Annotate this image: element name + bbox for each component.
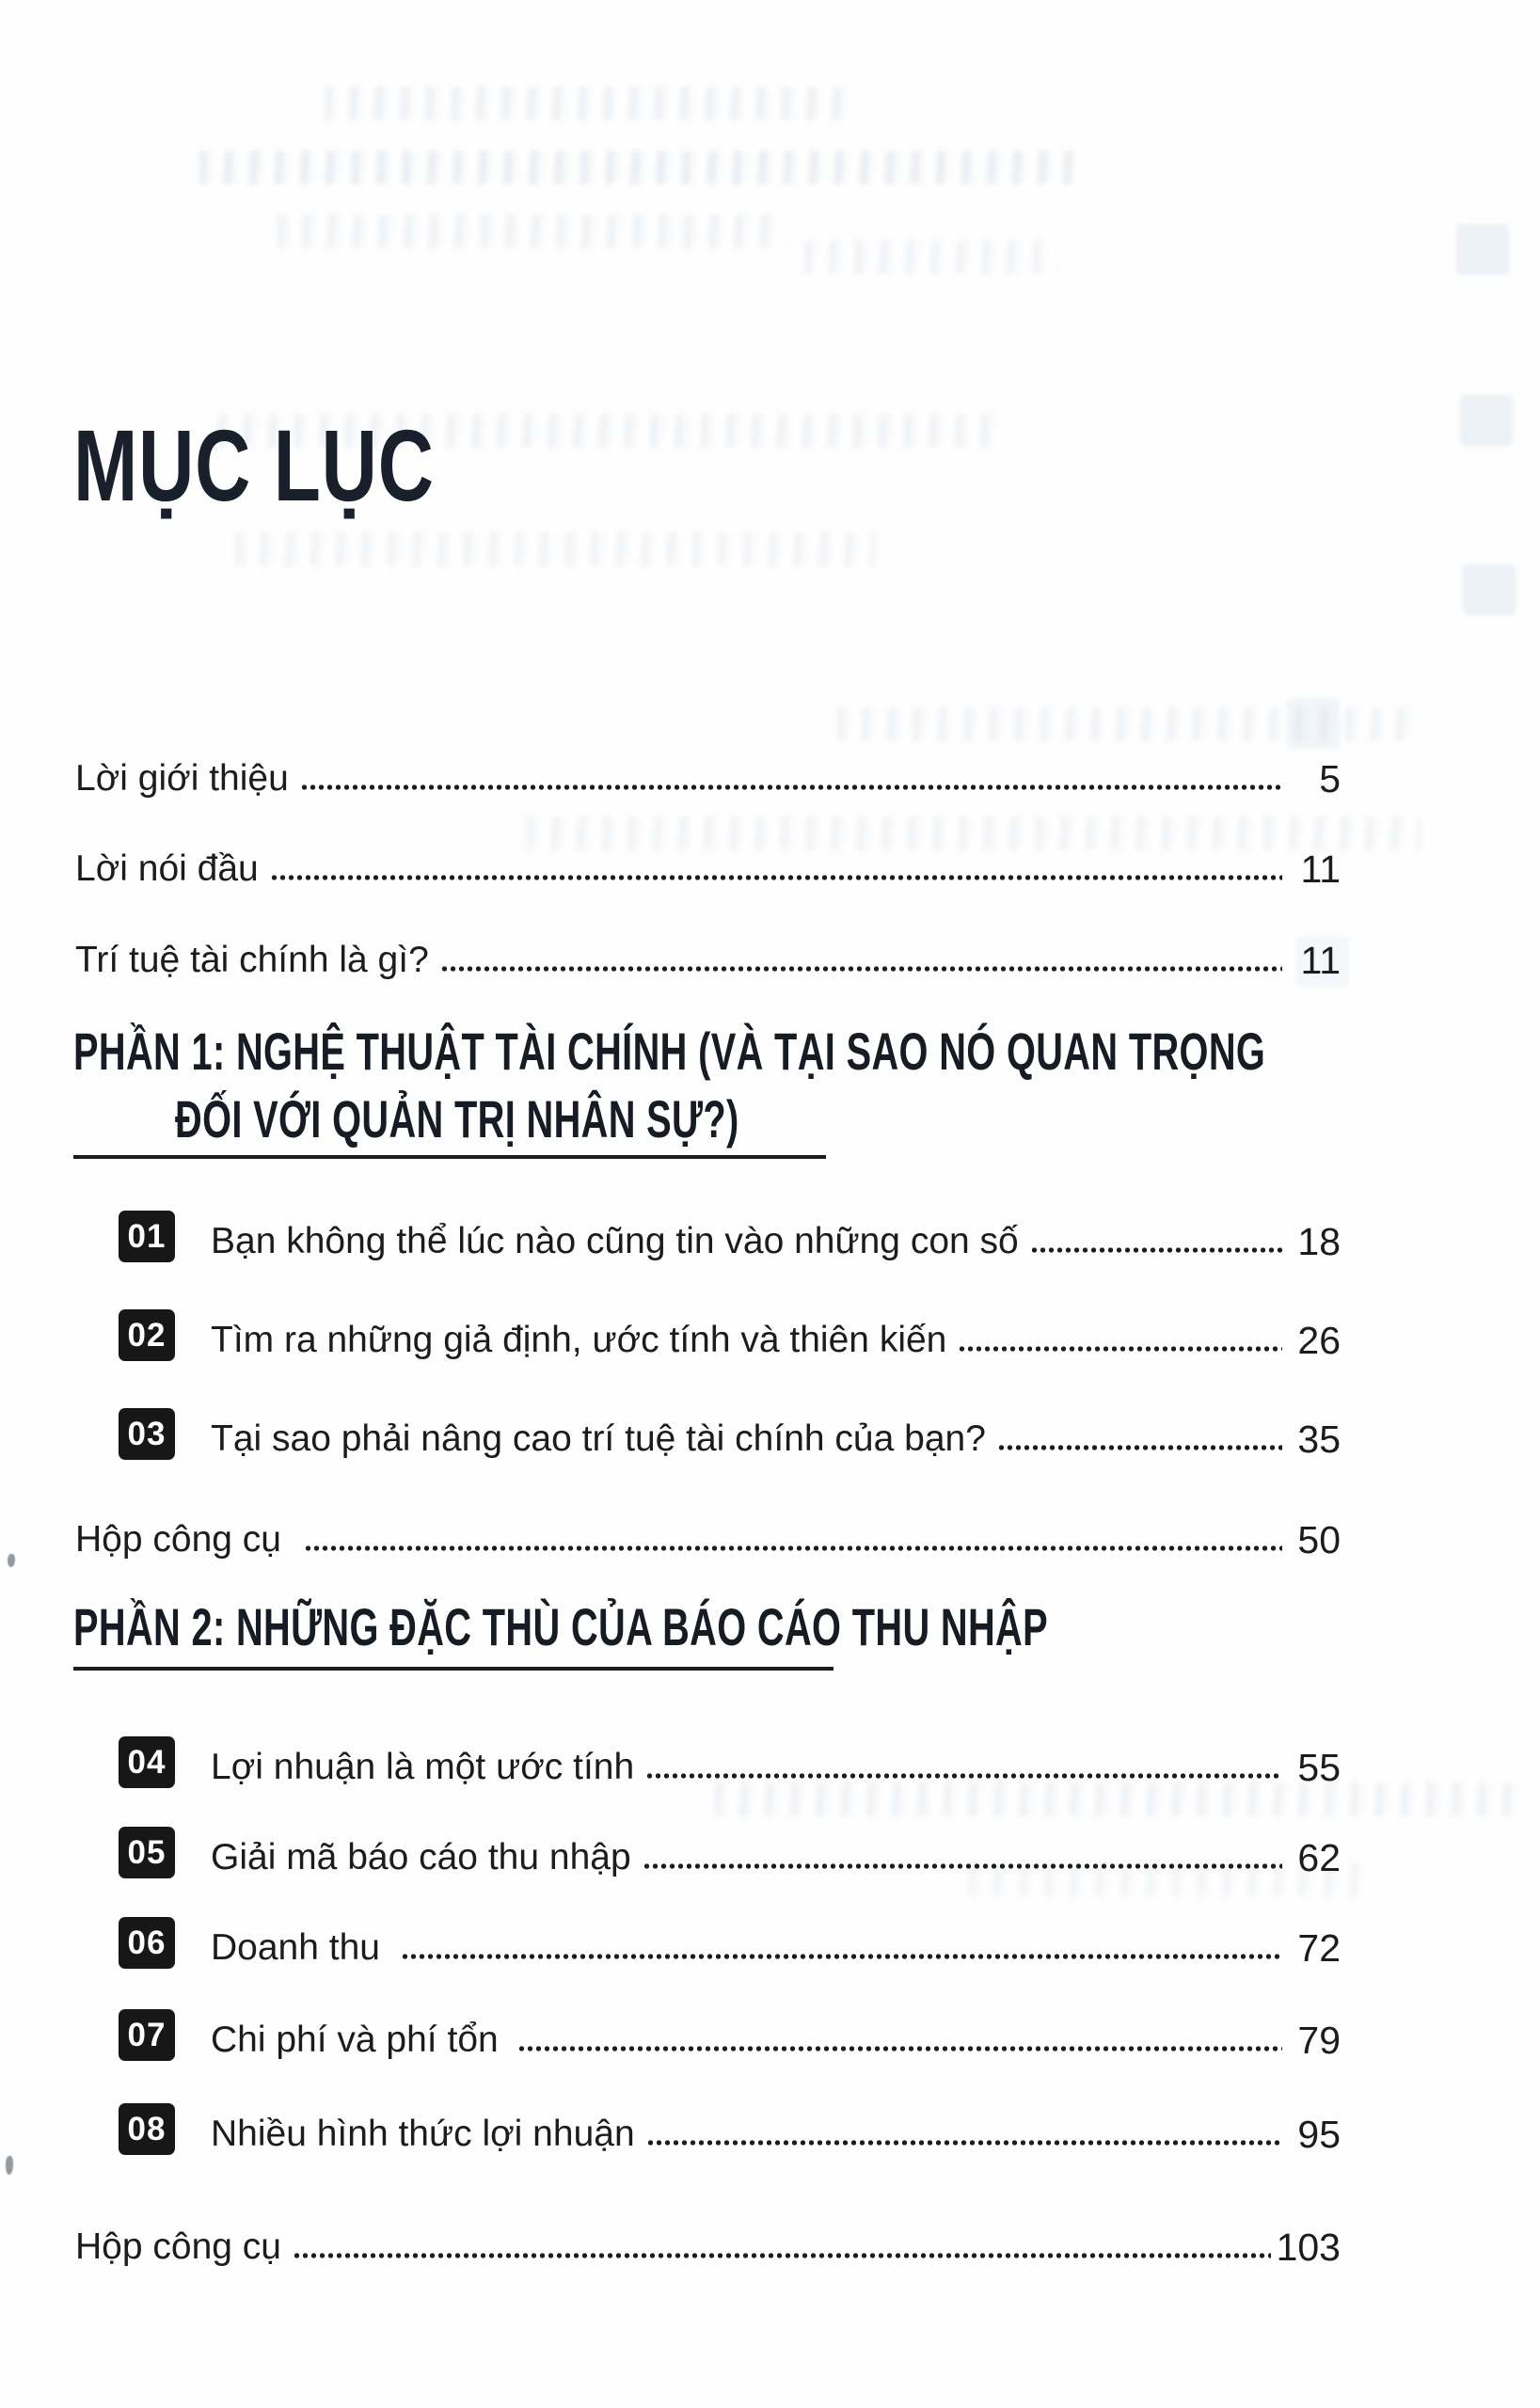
chapter-number-badge: 02 <box>119 1309 175 1361</box>
chapter-row-05 <box>119 1823 1341 1879</box>
toc-entry-toolbox-part2 <box>75 2209 1341 2269</box>
page-title-text: MỤC LỤC <box>73 408 435 522</box>
dot-leader <box>643 1861 1282 1871</box>
dot-leader <box>304 1544 1282 1553</box>
bleed-through-artifact <box>235 532 875 566</box>
toc-entry-label: Lời nói đầu <box>75 848 259 890</box>
dot-leader <box>293 2251 1271 2260</box>
chapter-row-01 <box>119 1207 1341 1263</box>
toc-entry-page-number: 103 <box>1276 2226 1341 2269</box>
dot-leader <box>997 1443 1282 1452</box>
chapter-number-badge: 03 <box>119 1408 175 1460</box>
toc-entry-page-number: 50 <box>1297 1518 1341 1561</box>
toc-entry-toolbox-part1 <box>75 1501 1341 1561</box>
page-title <box>73 410 548 522</box>
dot-leader <box>646 2138 1282 2147</box>
chapter-row-02 <box>119 1306 1341 1362</box>
chapter-label: Chi phí và phí tổn <box>211 2020 499 2061</box>
bleed-through-artifact <box>199 150 1074 184</box>
part1-heading-line2: ĐỐI VỚI QUẢN TRỊ NHÂN SỰ?) <box>175 1089 739 1149</box>
dot-leader <box>645 1771 1282 1781</box>
chapter-label: Lợi nhuận là một ước tính <box>211 1747 635 1788</box>
toc-entry-label: Trí tuệ tài chính là gì? <box>75 940 429 981</box>
toc-entry-label: Hộp công cụ <box>75 2226 281 2268</box>
toc-entry-label: Hộp công cụ <box>75 1519 281 1560</box>
chapter-number-badge: 06 <box>119 1917 175 1969</box>
bleed-through-artifact <box>325 87 851 120</box>
bleed-through-artifact <box>1456 224 1509 275</box>
chapter-row-04 <box>119 1733 1341 1789</box>
chapter-page-number: 62 <box>1297 1836 1341 1879</box>
dot-leader <box>401 1952 1282 1961</box>
chapter-label: Tìm ra những giả định, ước tính và thiên kiến <box>211 1320 947 1361</box>
dot-leader <box>440 964 1282 974</box>
chapter-row-08 <box>119 2099 1341 2156</box>
dot-leader <box>270 873 1282 882</box>
scan-speck <box>6 2156 13 2175</box>
chapter-number-badge: 05 <box>119 1827 175 1878</box>
toc-entry-loi-noi-dau <box>75 831 1341 891</box>
bleed-through-artifact <box>804 240 1058 274</box>
chapter-page-number: 72 <box>1297 1926 1341 1970</box>
chapter-number-badge: 01 <box>119 1211 175 1262</box>
chapter-page-number: 18 <box>1297 1220 1341 1263</box>
chapter-number-badge: 08 <box>119 2103 175 2155</box>
chapter-page-number: 26 <box>1297 1319 1341 1362</box>
bleed-through-artifact <box>278 214 786 248</box>
toc-entry-loi-gioi-thieu <box>75 740 1341 800</box>
chapter-label: Doanh thu <box>211 1927 380 1969</box>
toc-entry-page-number: 11 <box>1300 939 1341 982</box>
toc-entry-page-number: 11 <box>1300 848 1341 891</box>
dot-leader <box>517 2044 1282 2053</box>
part1-underline-rule <box>73 1155 826 1159</box>
chapter-number-badge: 04 <box>119 1736 175 1788</box>
dot-leader <box>1030 1245 1282 1255</box>
chapter-page-number: 95 <box>1297 2113 1341 2156</box>
dot-leader <box>958 1344 1282 1354</box>
dot-leader <box>300 783 1282 792</box>
chapter-number-badge: 07 <box>119 2009 175 2061</box>
chapter-label: Giải mã báo cáo thu nhập <box>211 1837 631 1878</box>
toc-entry-tri-tue-tai-chinh <box>75 922 1341 982</box>
part1-heading-line1: PHẦN 1: NGHỆ THUẬT TÀI CHÍNH (VÀ TẠI SAO NÓ QUAN TRỌNG <box>73 1022 1266 1081</box>
toc-entry-label: Lời giới thiệu <box>75 758 289 800</box>
chapter-label: Bạn không thể lúc nào cũng tin vào những con số <box>211 1221 1019 1262</box>
chapter-page-number: 79 <box>1297 2019 1341 2062</box>
chapter-label: Nhiều hình thức lợi nhuận <box>211 2114 635 2155</box>
chapter-page-number: 55 <box>1297 1746 1341 1789</box>
bleed-through-artifact <box>1460 395 1513 446</box>
chapter-row-06 <box>119 1913 1341 1970</box>
chapter-row-03 <box>119 1404 1341 1461</box>
chapter-row-07 <box>119 2005 1341 2062</box>
bleed-through-artifact <box>1463 564 1516 615</box>
chapter-page-number: 35 <box>1297 1418 1341 1461</box>
part2-underline-rule <box>73 1667 834 1671</box>
chapter-label: Tại sao phải nâng cao trí tuệ tài chính của bạn? <box>211 1418 986 1460</box>
toc-entry-page-number: 5 <box>1319 757 1341 800</box>
scan-speck <box>8 1554 15 1567</box>
part2-heading: PHẦN 2: NHỮNG ĐẶC THÙ CỦA BÁO CÁO THU NHẬP <box>73 1597 1049 1656</box>
